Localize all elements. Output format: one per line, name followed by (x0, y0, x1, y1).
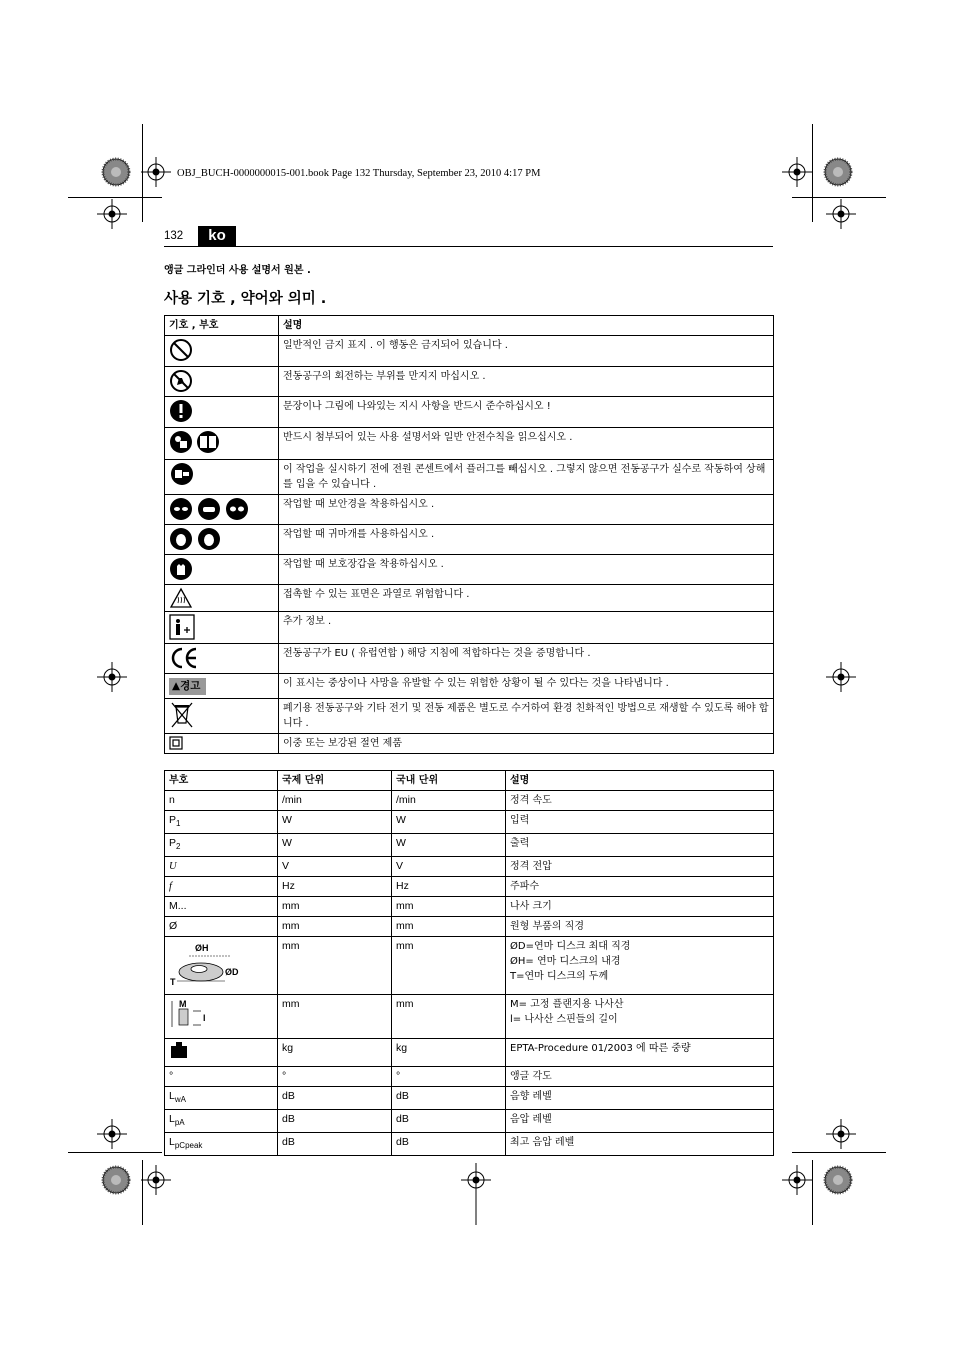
no-touch-rotating-parts-icon (169, 369, 193, 393)
national-unit: ° (392, 1067, 506, 1087)
national-unit: V (392, 857, 506, 877)
hot-surface-icon (169, 587, 193, 609)
intl-unit: dB (278, 1087, 392, 1110)
symbol-description: 이 표시는 중상이나 사망을 유발할 수 있는 위험한 상황이 될 수 있다는 것을 나타냅니다 . (279, 674, 774, 699)
intl-unit: mm (278, 995, 392, 1039)
table-row (165, 811, 774, 834)
table-row (165, 525, 774, 555)
national-unit: dB (392, 1087, 506, 1110)
disc-icon-label-t: T (170, 977, 176, 988)
unit-symbol-subscript: pCpeak (174, 1141, 203, 1151)
intl-unit: mm (278, 937, 392, 995)
unit-description (506, 917, 774, 937)
unit-symbol-subscript: 2 (176, 842, 181, 852)
unit-description-line: 앵글 각도 (510, 1071, 552, 1083)
table-row (165, 1133, 774, 1156)
unit-symbol-text: U (169, 861, 177, 873)
unit-description (506, 937, 774, 995)
table-row (165, 1039, 774, 1067)
eye-protection-icon (169, 497, 249, 521)
national-unit: /min (392, 791, 506, 811)
table-row (165, 674, 774, 699)
symbols-table (164, 315, 774, 754)
symbol-description: 추가 정보 . (279, 612, 774, 644)
unit-description-line: 음압 레벨 (510, 1114, 552, 1126)
intl-unit: /min (278, 791, 392, 811)
table-row (165, 699, 774, 734)
info-icon (169, 614, 195, 640)
national-unit: W (392, 834, 506, 857)
table-row (165, 495, 774, 525)
ear-protection-icon (169, 527, 223, 551)
symbol-description: 작업할 때 보호장갑을 착용하십시오 . (279, 555, 774, 585)
unit-description-line: 최고 음압 레벨 (510, 1137, 575, 1149)
double-insulation-icon (169, 736, 183, 750)
unit-description (506, 1087, 774, 1110)
unit-symbol (165, 877, 278, 897)
unit-description-line: ØH= 연마 디스크의 내경 (510, 956, 621, 968)
unit-description-line: M= 고정 플랜지용 나사산 (510, 999, 624, 1011)
unit-description-line: EPTA-Procedure 01/2003 에 따른 중량 (510, 1043, 691, 1055)
weight-icon (169, 1041, 189, 1059)
unit-description (506, 811, 774, 834)
units-header-symbol: 부호 (165, 771, 278, 791)
table-row (165, 555, 774, 585)
symbol-description: 작업할 때 귀마개를 사용하십시오 . (279, 525, 774, 555)
disc-icon-label-d: ØD (225, 967, 239, 978)
section-title: 사용 기호 , 약어와 의미 . (164, 291, 327, 307)
unit-symbol-subscript: pA (174, 1118, 185, 1128)
symbols-header-symbol: 기호 , 부호 (165, 316, 279, 336)
warning-badge (169, 678, 206, 695)
warning-badge-label: 경고 (180, 680, 201, 692)
unit-description-line: 입력 (510, 815, 530, 826)
symbol-description: 이 작업을 실시하기 전에 전원 콘센트에서 플러그를 빼십시오 . 그렇지 않으면 전동공구가 실수로 작동하여 상해를 입을 수 있습니다 . (279, 460, 774, 495)
warning-icon: ▲ (172, 680, 181, 692)
table-row (165, 397, 774, 428)
symbol-description: 문장이나 그림에 나와있는 지시 사항을 반드시 준수하십시오 ! (279, 397, 774, 428)
unit-description (506, 791, 774, 811)
unit-description (506, 1110, 774, 1133)
table-row (165, 857, 774, 877)
unit-symbol (165, 1087, 278, 1110)
table-row (165, 367, 774, 397)
symbol-description: 전동공구가 EU ( 유럽연합 ) 해당 지침에 적합하다는 것을 증명합니다 . (279, 644, 774, 674)
symbol-description: 작업할 때 보안경을 착용하십시오 . (279, 495, 774, 525)
intl-unit: V (278, 857, 392, 877)
symbols-header-description: 설명 (279, 316, 774, 336)
unit-description-line: 주파수 (510, 881, 539, 893)
weee-bin-icon (169, 701, 195, 729)
header-rule (164, 246, 773, 247)
file-header: OBJ_BUCH-0000000015-001.book Page 132 Thursday, September 23, 2010 4:17 PM (177, 168, 541, 179)
language-badge: ko (198, 226, 236, 246)
table-row (165, 644, 774, 674)
unit-symbol (165, 897, 278, 917)
table-row (165, 1067, 774, 1087)
units-table (164, 770, 774, 1156)
ce-mark-icon (169, 646, 199, 670)
unit-symbol (165, 1039, 278, 1067)
intl-unit: dB (278, 1133, 392, 1156)
page-number: 132 (164, 230, 184, 242)
read-manual-icon (169, 430, 221, 454)
unit-symbol (165, 995, 278, 1039)
intl-unit: dB (278, 1110, 392, 1133)
table-row (165, 834, 774, 857)
unit-symbol (165, 791, 278, 811)
units-header-national-unit: 국내 단위 (392, 771, 506, 791)
unit-description-line: 원형 부품의 직경 (510, 921, 584, 933)
table-row (165, 336, 774, 367)
spindle-thread-icon (169, 997, 209, 1031)
unit-description (506, 834, 774, 857)
intl-unit: ° (278, 1067, 392, 1087)
unit-symbol (165, 811, 278, 834)
national-unit: mm (392, 995, 506, 1039)
national-unit: mm (392, 917, 506, 937)
units-body (165, 791, 774, 1156)
unit-description-line: 출력 (510, 838, 530, 850)
unit-symbol (165, 1133, 278, 1156)
symbol-description: 이중 또는 보강된 절연 제품 (279, 734, 774, 754)
spindle-icon-label-m: M (179, 999, 187, 1010)
unit-symbol-subscript: 1 (176, 819, 181, 829)
table-row (165, 612, 774, 644)
units-header-intl-unit: 국제 단위 (278, 771, 392, 791)
unit-description (506, 1039, 774, 1067)
subtitle: 앵글 그라인더 사용 설명서 원본 . (164, 265, 311, 276)
symbol-description: 폐기용 전동공구와 기타 전기 및 전동 제품은 별도로 수거하여 환경 친화적인 방법으로 재생할 수 있도록 해야 합니다 . (279, 699, 774, 734)
gloves-icon (169, 557, 193, 581)
unit-symbol-text: L (169, 1090, 175, 1103)
mandatory-exclamation-icon (169, 399, 193, 423)
unit-description (506, 857, 774, 877)
unit-symbol-text: L (169, 1136, 175, 1149)
table-row (165, 897, 774, 917)
national-unit: Hz (392, 877, 506, 897)
unit-description-line: ØD=연마 디스크 최대 직경 (510, 941, 631, 953)
symbol-description: 전동공구의 회전하는 부위를 만지지 마십시오 . (279, 367, 774, 397)
table-row (165, 937, 774, 995)
unit-description (506, 1133, 774, 1156)
national-unit: kg (392, 1039, 506, 1067)
table-row (165, 995, 774, 1039)
units-header-description: 설명 (506, 771, 774, 791)
unit-description (506, 877, 774, 897)
unit-symbol-text: Ø (169, 920, 178, 933)
table-row (165, 877, 774, 897)
national-unit: mm (392, 897, 506, 917)
table-row (165, 791, 774, 811)
disc-dimensions-icon (169, 939, 241, 987)
national-unit: dB (392, 1133, 506, 1156)
intl-unit: kg (278, 1039, 392, 1067)
table-row (165, 1087, 774, 1110)
unit-description-line: 정격 전압 (510, 861, 552, 873)
symbol-description: 접촉할 수 있는 표면은 과열로 위험합니다 . (279, 585, 774, 612)
unit-description-line: T=연마 디스크의 두께 (510, 971, 609, 983)
disc-icon-label-h: ØH (195, 943, 209, 954)
symbol-description: 일반적인 금지 표지 . 이 행동은 금지되어 있습니다 . (279, 336, 774, 367)
unit-symbol-text: L (169, 1113, 175, 1126)
unit-symbol (165, 857, 278, 877)
national-unit: W (392, 811, 506, 834)
unit-symbol-text: f (169, 881, 172, 893)
unit-symbol (165, 1110, 278, 1133)
unit-symbol-text: P (169, 814, 177, 826)
spindle-icon-label-l: l (203, 1013, 206, 1024)
intl-unit: W (278, 811, 392, 834)
table-row (165, 917, 774, 937)
table-row (165, 585, 774, 612)
unit-symbol-text: M... (169, 900, 187, 913)
unit-description-line: 나사 크기 (510, 901, 552, 913)
unit-symbol (165, 937, 278, 995)
unit-symbol-subscript: wA (174, 1095, 186, 1105)
national-unit: mm (392, 937, 506, 995)
unit-symbol (165, 1067, 278, 1087)
unit-symbol-text: n (169, 794, 175, 806)
unit-description (506, 897, 774, 917)
intl-unit: W (278, 834, 392, 857)
unit-description (506, 995, 774, 1039)
unit-description-line: l= 나사산 스핀들의 길이 (510, 1014, 618, 1026)
unit-symbol (165, 917, 278, 937)
unit-symbol (165, 834, 278, 857)
unit-description (506, 1067, 774, 1087)
table-row (165, 734, 774, 754)
symbol-description: 반드시 첨부되어 있는 사용 설명서와 일반 안전수칙을 읽으십시오 . (279, 428, 774, 460)
unit-symbol-text: P (169, 837, 177, 850)
intl-unit: mm (278, 917, 392, 937)
national-unit: dB (392, 1110, 506, 1133)
unit-symbol-text: ° (169, 1070, 174, 1083)
table-row (165, 460, 774, 495)
unit-description-line: 정격 속도 (510, 795, 552, 806)
intl-unit: mm (278, 897, 392, 917)
intl-unit: Hz (278, 877, 392, 897)
unit-description-line: 음향 레벨 (510, 1091, 552, 1103)
table-row (165, 428, 774, 460)
unplug-icon (169, 462, 195, 486)
table-row (165, 1110, 774, 1133)
prohibition-icon (169, 338, 193, 362)
